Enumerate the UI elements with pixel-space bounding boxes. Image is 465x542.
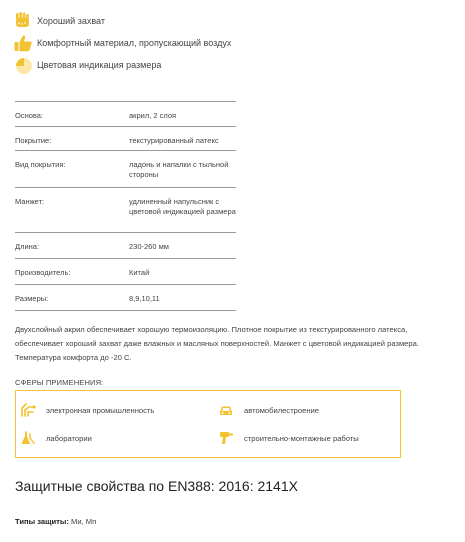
color-circle-icon — [12, 54, 34, 76]
spec-key: Манжет: — [15, 197, 45, 206]
spec-value: акрил, 2 слоя — [129, 111, 177, 120]
application-item — [218, 402, 319, 418]
flask-icon — [20, 430, 36, 446]
features-list — [12, 10, 452, 76]
spec-key: Размеры: — [15, 294, 49, 303]
spec-row — [15, 188, 236, 233]
applications-box — [15, 390, 401, 458]
protection-types — [15, 517, 96, 526]
application-label: электронная промышленность — [46, 405, 155, 415]
feature-text: Цветовая индикация размера — [37, 60, 162, 70]
application-label: строительно-монтажные работы — [244, 433, 359, 443]
application-label: лаборатории — [46, 433, 92, 443]
application-item — [20, 430, 92, 446]
grip-hand-icon — [12, 10, 34, 32]
spec-row — [15, 151, 236, 188]
spec-key: Покрытие: — [15, 136, 52, 145]
thumbs-up-icon — [12, 32, 34, 54]
spec-key: Основа: — [15, 111, 44, 120]
specs-table — [15, 101, 236, 311]
feature-item — [12, 32, 452, 54]
spec-value: 230-260 мм — [129, 242, 169, 251]
spec-value: удлиненный напульсник с цветовой индикацией размера — [129, 197, 236, 216]
applications-title: СФЕРЫ ПРИМЕНЕНИЯ: — [15, 378, 104, 387]
electronics-icon — [20, 402, 36, 418]
spec-value: текстурированный латекс — [129, 136, 219, 145]
spec-value: Китай — [129, 268, 150, 277]
feature-item — [12, 10, 452, 32]
spec-value: 8,9,10,11 — [129, 294, 160, 303]
feature-text: Комфортный материал, пропускающий воздух — [37, 38, 232, 48]
feature-item — [12, 54, 452, 76]
spec-row — [15, 102, 236, 127]
drill-icon — [218, 430, 234, 446]
spec-value: ладонь и напалки с тыльной стороны — [129, 160, 229, 179]
spec-row — [15, 259, 236, 285]
application-item — [218, 430, 359, 446]
spec-key: Вид покрытия: — [15, 160, 66, 169]
spec-row — [15, 127, 236, 151]
spec-row — [15, 233, 236, 259]
protection-types-value: Ми, Мп — [68, 517, 97, 526]
protection-title: Защитные свойства по EN388: 2016: 2141X — [15, 478, 298, 494]
spec-row — [15, 285, 236, 311]
feature-text: Хороший захват — [37, 16, 105, 26]
application-label: автомобилестроение — [244, 405, 319, 415]
spec-key: Производитель: — [15, 268, 71, 277]
protection-types-label: Типы защиты: — [15, 517, 69, 526]
product-description: Двухслойный акрил обеспечивает хорошую термоизоляцию. Плотное покрытие из текстурированного латекса, обеспечивает хороший захват даже влажных и масляных поверхностей. Манжет с цветовой индикацией размера. Температура комфорта до -20 С. — [15, 325, 419, 362]
car-icon — [218, 402, 234, 418]
spec-key: Длина: — [15, 242, 40, 251]
application-item — [20, 402, 154, 418]
